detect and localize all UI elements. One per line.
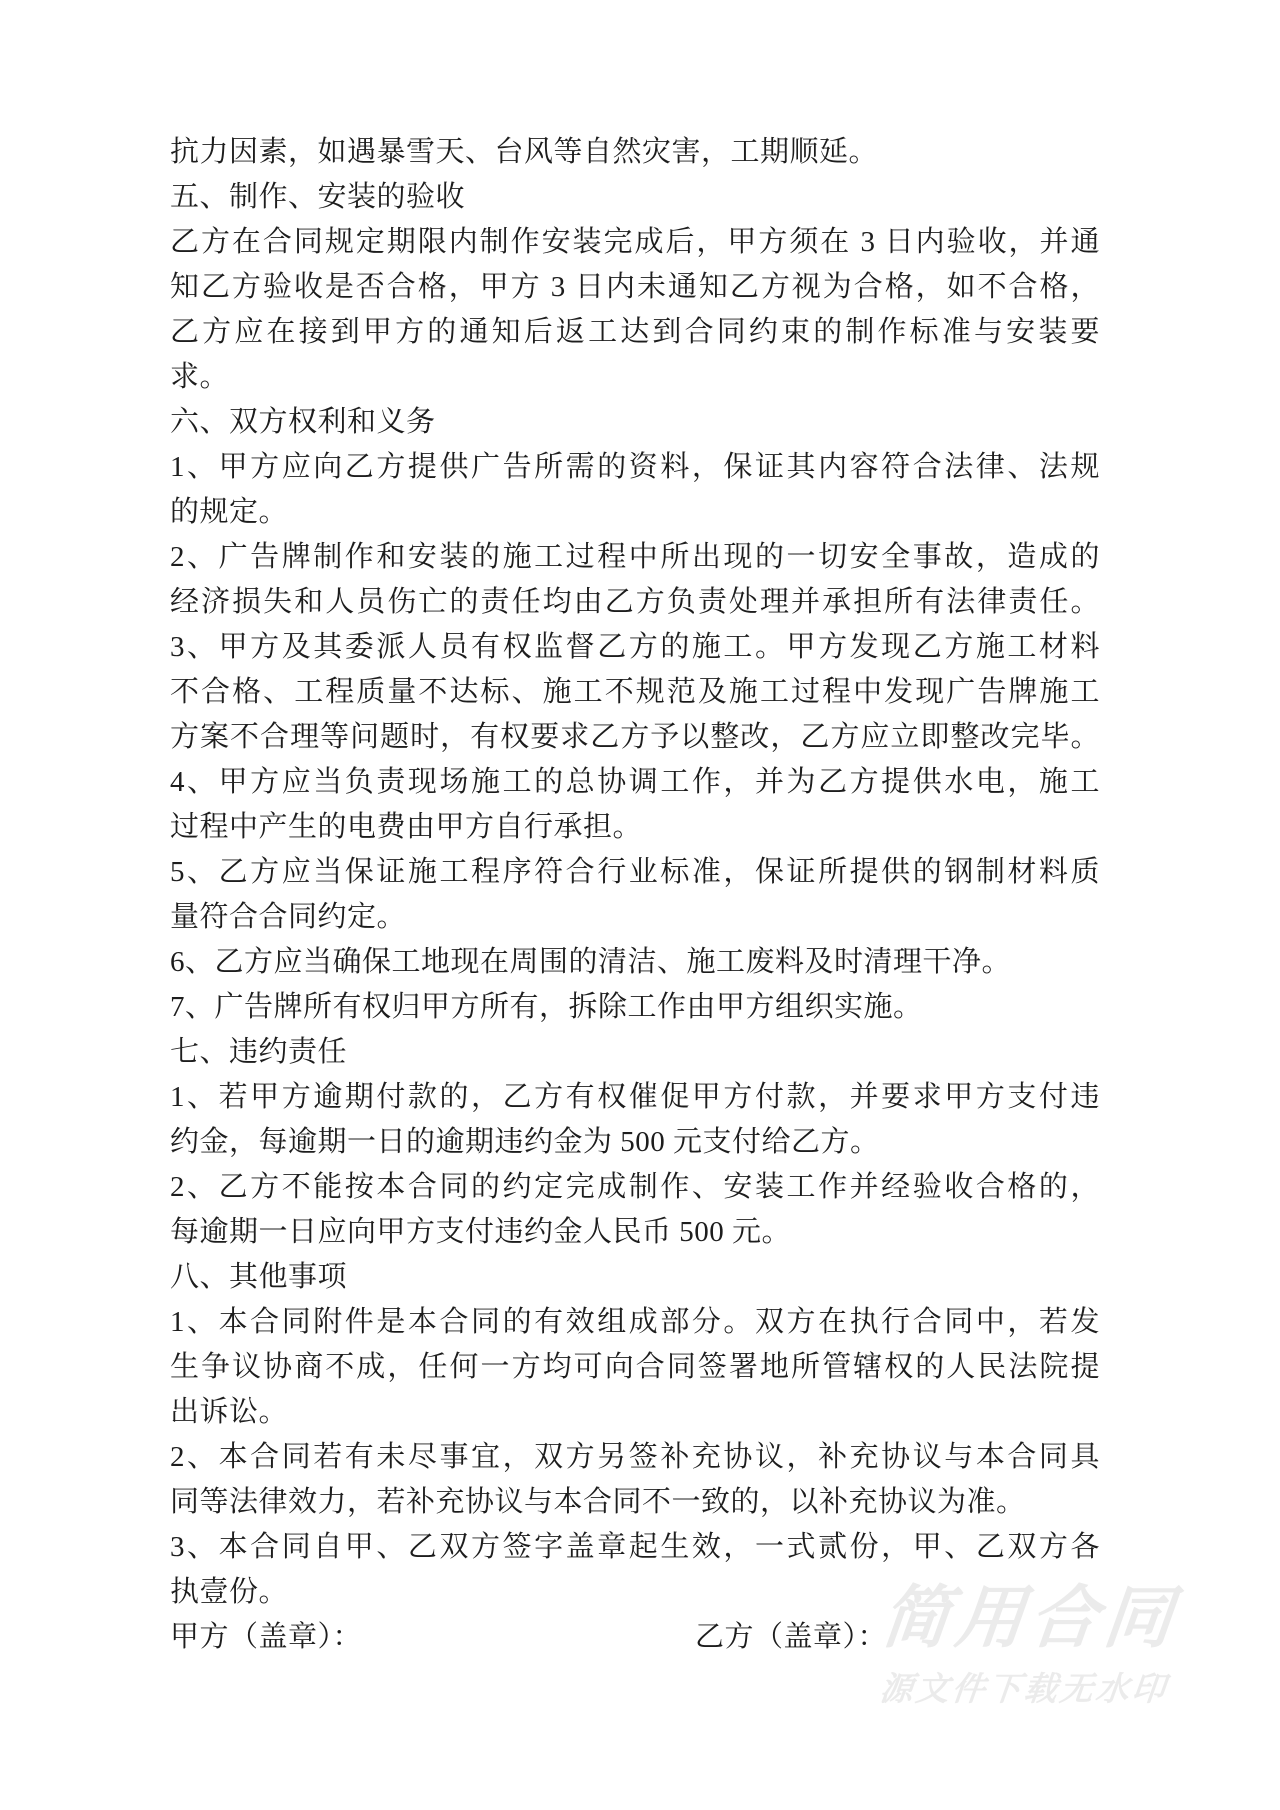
contract-line: 5、乙方应当保证施工程序符合行业标准，保证所提供的钢制材料质 [170,856,1100,888]
watermark-title: 简用合同 [878,1580,1183,1656]
contract-line: 过程中产生的电费由甲方自行承担。 [170,811,643,843]
contract-body [170,130,1100,1615]
contract-line: 每逾期一日应向甲方支付违约金人民币 500 元。 [170,1216,792,1248]
contract-line: 3、甲方及其委派人员有权监督乙方的施工。甲方发现乙方施工材料 [170,631,1100,663]
contract-line: 2、乙方不能按本合同的约定完成制作、安装工作并经验收合格的， [170,1171,1100,1203]
party-b-seal-label: 乙方（盖章）： [695,1621,888,1653]
party-a-seal-label: 甲方（盖章）： [170,1621,363,1653]
contract-line: 求。 [170,361,230,393]
watermark-subtitle: 源文件下载无水印 [878,1670,1170,1707]
contract-line: 2、本合同若有未尽事宜，双方另签补充协议，补充协议与本合同具 [170,1441,1100,1473]
contract-line: 量符合合同约定。 [170,901,407,933]
contract-line: 乙方应在接到甲方的通知后返工达到合同约束的制作标准与安装要 [170,316,1100,348]
contract-line: 八、其他事项 [170,1261,348,1293]
contract-line: 执壹份。 [170,1576,289,1608]
contract-line: 的规定。 [170,496,289,528]
contract-line: 1、甲方应向乙方提供广告所需的资料，保证其内容符合法律、法规 [170,451,1100,483]
contract-line: 约金，每逾期一日的逾期违约金为 500 元支付给乙方。 [170,1126,880,1158]
contract-content [170,130,1100,1660]
contract-line: 乙方在合同规定期限内制作安装完成后，甲方须在 3 日内验收，并通 [170,226,1100,258]
contract-line: 2、广告牌制作和安装的施工过程中所出现的一切安全事故，造成的 [170,541,1100,573]
contract-line: 3、本合同自甲、乙双方签字盖章起生效，一式贰份，甲、乙双方各 [170,1531,1100,1563]
contract-line: 五、制作、安装的验收 [170,181,466,213]
contract-line: 同等法律效力，若补充协议与本合同不一致的，以补充协议为准。 [170,1486,1026,1518]
contract-line: 1、若甲方逾期付款的，乙方有权催促甲方付款，并要求甲方支付违 [170,1081,1100,1113]
contract-line: 经济损失和人员伤亡的责任均由乙方负责处理并承担所有法律责任。 [170,586,1100,618]
contract-line: 方案不合理等问题时，有权要求乙方予以整改，乙方应立即整改完毕。 [170,721,1100,753]
contract-line: 七、违约责任 [170,1036,348,1068]
contract-line: 不合格、工程质量不达标、施工不规范及施工过程中发现广告牌施工 [170,676,1100,708]
contract-line: 六、双方权利和义务 [170,406,436,438]
contract-line: 1、本合同附件是本合同的有效组成部分。双方在执行合同中，若发 [170,1306,1100,1338]
contract-line: 生争议协商不成，任何一方均可向合同签署地所管辖权的人民法院提 [170,1351,1100,1383]
contract-line: 抗力因素，如遇暴雪天、台风等自然灾害，工期顺延。 [170,136,879,168]
contract-line: 知乙方验收是否合格，甲方 3 日内未通知乙方视为合格，如不合格， [170,271,1100,303]
contract-line: 4、甲方应当负责现场施工的总协调工作，并为乙方提供水电，施工 [170,766,1100,798]
contract-line: 7、广告牌所有权归甲方所有，拆除工作由甲方组织实施。 [170,991,923,1023]
contract-line: 6、乙方应当确保工地现在周围的清洁、施工废料及时清理干净。 [170,946,1012,978]
contract-line: 出诉讼。 [170,1396,289,1428]
